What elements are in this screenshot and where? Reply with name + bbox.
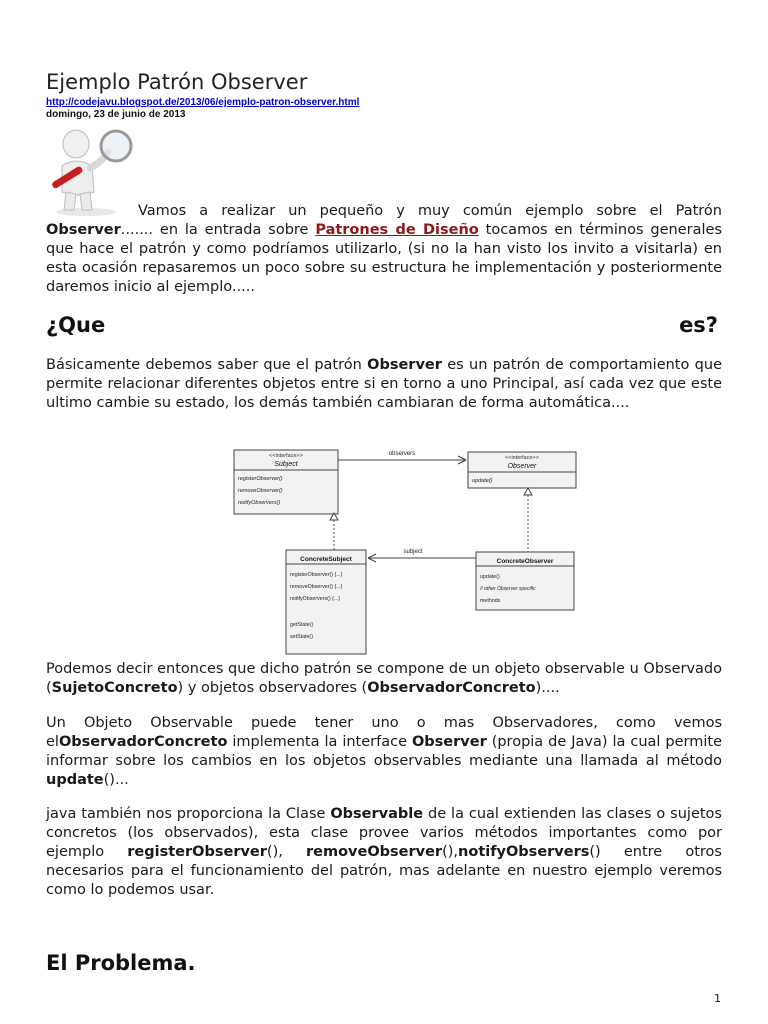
observador-concreto-term: ObservadorConcreto — [367, 680, 536, 696]
definition-text-2: es un patrón de comportamiento que permite relacionar diferentes objetos entre si en torno a uno Principal, así cada vez que este ultimo cambie su estado, los demás también cambiaran de forma automática.... — [46, 357, 722, 411]
uml-co-method: methods — [480, 598, 501, 604]
update-method-term: update — [46, 772, 104, 788]
composition-text-3: ).... — [535, 680, 560, 696]
uml-subject-stereotype: <<interface>> — [269, 453, 303, 459]
intro-text-1: Vamos a realizar un pequeño y muy común ejemplo sobre el Patrón — [138, 203, 722, 219]
uml-concrete-subject-title: ConcreteSubject — [300, 556, 352, 563]
observador-concreto-term-2: ObservadorConcreto — [58, 734, 228, 750]
observable-text-3: (propia de Java) la cual permite informar sobre los cambios en los objetos observables mediante una llamada al método — [46, 734, 723, 769]
java-text-1: java también nos proporciona la Clase — [46, 806, 331, 822]
observable-text-1: Un Objeto Observable puede tener uno o mas Observadores, como vemos el — [46, 715, 722, 750]
composition-text-1: Podemos decir entonces que dicho patrón se compone de un objeto observable u Observado ( — [46, 661, 722, 696]
java-observable-paragraph — [46, 805, 722, 900]
publication-date: domingo, 23 de junio de 2013 — [46, 109, 186, 120]
java-text-4: (), — [442, 844, 459, 860]
uml-observer-title: Observer — [507, 463, 537, 470]
uml-concrete-subject-box — [286, 550, 366, 654]
java-text-3: (), — [266, 844, 306, 860]
observable-paragraph — [46, 714, 722, 790]
composition-text-2: ) y objetos observadores ( — [177, 680, 368, 696]
uml-cs-method: removeObserver() {...} — [290, 584, 343, 590]
notify-observers-term: notifyObservers — [458, 844, 590, 860]
uml-observer-diagram — [232, 440, 592, 658]
observer-interface-term: Observer — [411, 734, 487, 750]
patrones-diseno-link[interactable]: Patrones de Diseño — [315, 222, 479, 238]
uml-observer-method: update() — [472, 478, 493, 484]
page-number: 1 — [714, 992, 721, 1005]
uml-co-method: // other Observer specific — [480, 586, 536, 592]
uml-co-method: update() — [480, 574, 500, 580]
uml-concrete-observer-box — [476, 552, 574, 610]
uml-observers-label: observers — [388, 451, 416, 457]
uml-subject-title: Subject — [274, 461, 298, 468]
observable-class-term: Observable — [330, 806, 424, 822]
uml-concrete-observer-title: ConcreteObserver — [496, 558, 554, 565]
heading-que-right: es? — [679, 313, 718, 337]
uml-cs-method: registerObserver() {...} — [290, 572, 343, 578]
definition-text-1: Básicamente debemos saber que el patrón — [46, 357, 368, 373]
java-text-2: de la cual extienden las clases o sujetos concretos (los observados), esta clase provee varios métodos importantes como por ejemplo — [46, 806, 722, 860]
observable-text-4: ()... — [103, 772, 129, 788]
uml-cs-method: setState() — [290, 634, 313, 640]
definition-observer-term: Observer — [367, 357, 442, 373]
java-text-5: () entre otros necesarios para el funcionamiento del patrón, mas adelante en nuestro ejemplo veremos como lo podemos usar. — [46, 844, 722, 898]
intro-observer-term: Observer — [46, 222, 121, 238]
source-url-link[interactable]: http://codejavu.blogspot.de/2013/06/ejemplo-patron-observer.html — [46, 97, 360, 108]
uml-observer-stereotype: <<interface>> — [505, 455, 539, 461]
uml-subject-box — [234, 450, 338, 514]
section-heading-que-es — [46, 313, 722, 337]
intro-paragraph — [46, 202, 722, 297]
intro-text-3: tocamos en términos generales que hace el patrón y como podríamos utilizarlo, (si no la han visto los invito a visitarla) en esta ocasión repasaremos un poco sobre su estructura he implementación y posteriormente daremos inicio al ejemplo..... — [46, 222, 723, 295]
remove-observer-term: removeObserver — [305, 844, 443, 860]
page-title: Ejemplo Patrón Observer — [46, 70, 308, 94]
composition-paragraph — [46, 660, 722, 698]
register-observer-term: registerObserver — [127, 844, 267, 860]
observable-text-2: implementa la interface — [227, 734, 412, 750]
uml-cs-method: notifyObservers() {...} — [290, 596, 341, 602]
uml-cs-method: getState() — [290, 622, 314, 628]
uml-subject-method: notifyObservers() — [238, 500, 281, 506]
uml-subject-method: removeObserver() — [238, 488, 283, 494]
intro-text-2: ....... en la entrada sobre — [120, 222, 316, 238]
sujeto-concreto-term: SujetoConcreto — [51, 680, 178, 696]
definition-paragraph — [46, 356, 722, 413]
uml-observer-box — [468, 452, 576, 488]
section-heading-problema: El Problema. — [46, 951, 196, 975]
uml-subject-label: subject — [403, 549, 423, 555]
heading-que-left: ¿Que — [46, 313, 106, 337]
uml-subject-method: registerObserver() — [238, 476, 283, 482]
